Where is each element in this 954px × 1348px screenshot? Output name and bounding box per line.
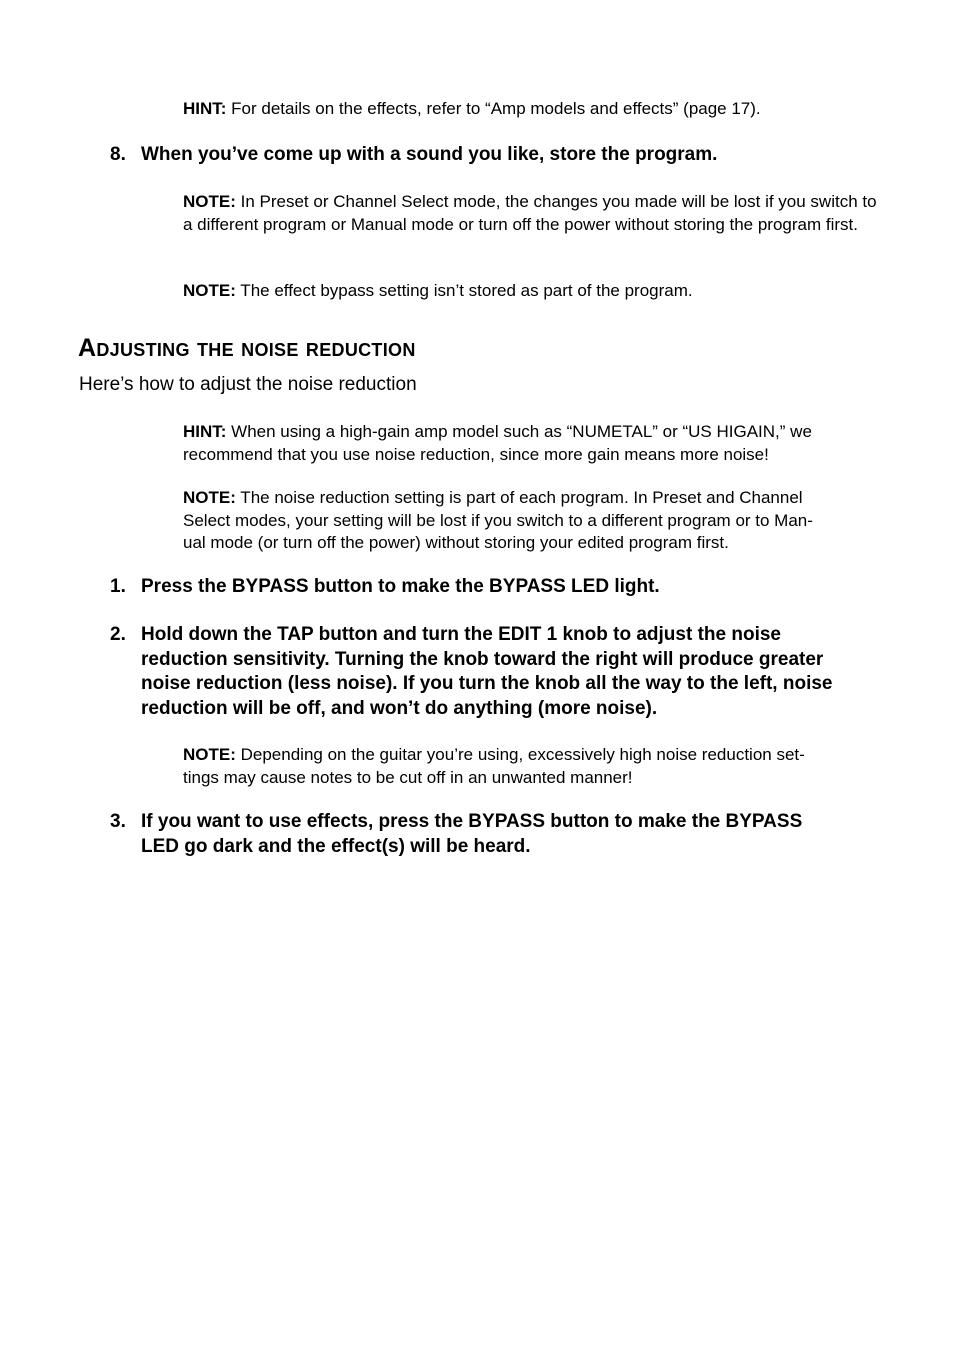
note-text: In Preset or Channel Select mode, the changes you made will be lost if you switch to a different program or Manual mode or turn off the power without storing the program first.	[183, 192, 877, 234]
note-line: tings may cause notes to be cut off in an unwanted manner!	[183, 767, 633, 787]
hint-label: HINT:	[183, 422, 227, 441]
step-number: 2.	[110, 624, 126, 645]
step-2	[110, 623, 880, 721]
step-text: When you’ve come up with a sound you like, store the program.	[141, 144, 718, 165]
step-line: If you want to use effects, press the BYPASS button to make the BYPASS	[141, 811, 803, 832]
step-text: Press the BYPASS button to make the BYPASS LED light.	[141, 576, 660, 597]
step-line: LED go dark and the effect(s) will be heard.	[141, 835, 531, 857]
note-text: Depending on the guitar you’re using, excessively high noise reduction set-	[235, 745, 805, 764]
section-heading: Adjusting the noise reduction	[78, 334, 416, 362]
step-text	[141, 810, 880, 859]
note-line: Select modes, your setting will be lost if you switch to a different program or to Man-	[183, 510, 813, 530]
note-text: The effect bypass setting isn’t stored as part of the program.	[235, 281, 693, 300]
hint-effects-details	[183, 98, 883, 121]
step-line: Hold down the TAP button and turn the EDIT 1 knob to adjust the noise	[141, 624, 781, 645]
note-label: NOTE:	[183, 281, 236, 300]
note-bypass-not-stored	[183, 280, 883, 303]
step-line: noise reduction (less noise). If you turn the knob all the way to the left, noise	[141, 673, 833, 694]
hint-text: When using a high-gain amp model such as “NUMETAL” or “US HIGAIN,” we recommend that you use noise reduction, since more gain means more noise!	[183, 422, 812, 464]
note-changes-lost	[183, 191, 883, 236]
note-text: The noise reduction setting is part of each program. In Preset and Channel	[235, 488, 803, 507]
note-label: NOTE:	[183, 745, 236, 764]
step-line: reduction sensitivity. Turning the knob toward the right will produce greater	[141, 648, 824, 670]
step-3	[110, 810, 880, 859]
hint-high-gain	[183, 421, 883, 466]
hint-label: HINT:	[183, 99, 227, 118]
step-1	[110, 575, 880, 600]
note-line: ual mode (or turn off the power) without storing your edited program first.	[183, 533, 729, 552]
step-number: 8.	[110, 144, 126, 165]
note-line	[183, 744, 883, 767]
note-label: NOTE:	[183, 488, 236, 507]
note-noise-reduction-setting	[183, 487, 883, 555]
hint-text: For details on the effects, refer to “Amp models and effects” (page 17).	[226, 99, 761, 118]
note-label: NOTE:	[183, 192, 236, 211]
step-number: 3.	[110, 811, 126, 832]
step-text	[141, 623, 880, 721]
step-line: reduction will be off, and won’t do anything (more noise).	[141, 697, 658, 719]
section-intro: Here’s how to adjust the noise reduction	[79, 374, 417, 395]
step-number: 1.	[110, 576, 126, 597]
note-line	[183, 487, 883, 510]
step-8	[110, 143, 880, 168]
note-excessive-noise-reduction	[183, 744, 883, 789]
